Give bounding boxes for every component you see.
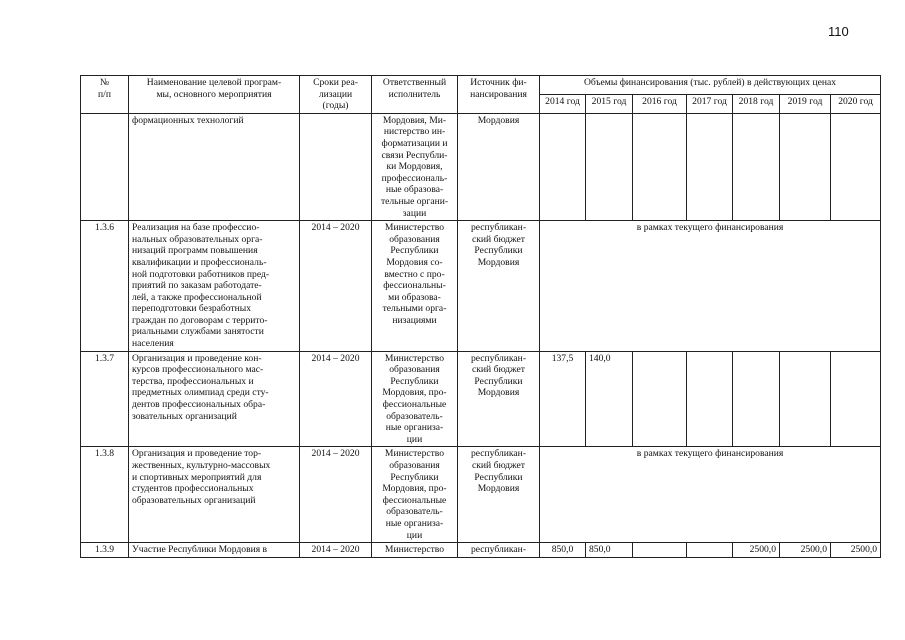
row-value <box>780 351 831 447</box>
row-executor: Министерство образования Республики Мордовия, про- фессиональные образователь- ные организа- ции <box>372 351 458 447</box>
header-year: 2020 год <box>831 94 881 113</box>
row-executor: Министерство <box>372 543 458 558</box>
header-executor: Ответственный исполнитель <box>372 76 458 114</box>
row-num: 1.3.6 <box>81 221 129 352</box>
row-source: республикан- <box>458 543 540 558</box>
row-value: 2500,0 <box>831 543 881 558</box>
header-num: № п/п <box>81 76 129 114</box>
table-row <box>81 221 881 352</box>
row-name: Реализация на базе профессио- нальных образовательных орга- низаций программ повышения квалификации и профессиональ- ной подготовки работников пред- приятий по заказам работодате- лей, а также профессиональной переподготовки безработных граждан по договорам с террито- риальными службами занятости населения <box>129 221 300 352</box>
table-row <box>81 351 881 447</box>
row-value: 850,0 <box>540 543 586 558</box>
row-source: Мордовия <box>458 113 540 220</box>
row-num <box>81 113 129 220</box>
row-num: 1.3.9 <box>81 543 129 558</box>
row-value <box>540 113 586 220</box>
row-name: Участие Республики Мордовия в <box>129 543 300 558</box>
table-row <box>81 447 881 543</box>
funding-table <box>80 75 881 558</box>
funding-note: в рамках текущего финансирования <box>540 221 881 352</box>
row-value <box>687 113 733 220</box>
header-period: Сроки реа- лизации (годы) <box>300 76 372 114</box>
row-name: Организация и проведение кон- курсов профессионального мас- терства, профессиональных и предметных олимпиад среди сту- дентов профессиональных обра- зовательных организаций <box>129 351 300 447</box>
row-source: республикан- ский бюджет Республики Мордовия <box>458 447 540 543</box>
row-value: 850,0 <box>586 543 633 558</box>
row-period: 2014 – 2020 <box>300 221 372 352</box>
row-executor: Министерство образования Республики Мордовия со- вместно с про- фессиональны- ми образова- тельными орга- низациями <box>372 221 458 352</box>
row-value <box>687 351 733 447</box>
header-year: 2015 год <box>586 94 633 113</box>
row-value <box>780 113 831 220</box>
table-row <box>81 543 881 558</box>
page-number: 110 <box>828 24 849 39</box>
row-value: 140,0 <box>586 351 633 447</box>
row-value <box>733 351 780 447</box>
row-value <box>733 113 780 220</box>
table-row <box>81 113 881 220</box>
row-value <box>687 543 733 558</box>
header-year: 2017 год <box>687 94 733 113</box>
header-year: 2018 год <box>733 94 780 113</box>
row-period: 2014 – 2020 <box>300 543 372 558</box>
row-period <box>300 113 372 220</box>
row-value <box>831 351 881 447</box>
row-name: формационных технологий <box>129 113 300 220</box>
header-year: 2019 год <box>780 94 831 113</box>
header-year: 2016 год <box>633 94 687 113</box>
header-funding: Объемы финансирования (тыс. рублей) в действующих ценах <box>540 76 881 95</box>
header-year: 2014 год <box>540 94 586 113</box>
row-period: 2014 – 2020 <box>300 351 372 447</box>
row-value <box>633 113 687 220</box>
row-source: республикан- ский бюджет Республики Мордовия <box>458 351 540 447</box>
row-executor: Министерство образования Республики Мордовия, про- фессиональные образователь- ные организа- ции <box>372 447 458 543</box>
row-value <box>633 543 687 558</box>
header-name: Наименование целевой програм- мы, основного мероприятия <box>129 76 300 114</box>
row-value: 137,5 <box>540 351 586 447</box>
row-executor: Мордовия, Ми- нистерство ин- форматизации и связи Республи- ки Мордовия, профессиональ- ные образова- тельные органи- зации <box>372 113 458 220</box>
row-period: 2014 – 2020 <box>300 447 372 543</box>
row-value: 2500,0 <box>733 543 780 558</box>
row-name: Организация и проведение тор- жественных, культурно-массовых и спортивных мероприятий для студентов профессиональных образовательных организаций <box>129 447 300 543</box>
row-value <box>633 351 687 447</box>
row-value <box>586 113 633 220</box>
row-source: республикан- ский бюджет Республики Мордовия <box>458 221 540 352</box>
header-source: Источник фи- нансирования <box>458 76 540 114</box>
row-value: 2500,0 <box>780 543 831 558</box>
row-num: 1.3.8 <box>81 447 129 543</box>
row-num: 1.3.7 <box>81 351 129 447</box>
row-value <box>831 113 881 220</box>
funding-note: в рамках текущего финансирования <box>540 447 881 543</box>
